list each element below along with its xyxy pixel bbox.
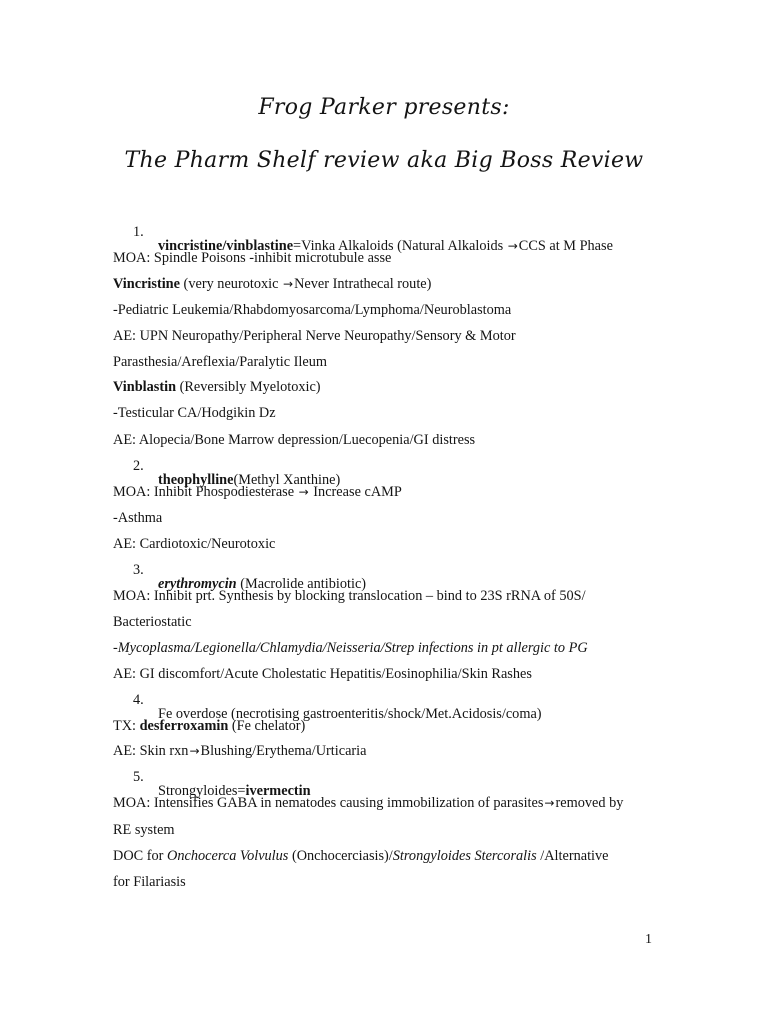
text-line: Parasthesia/Areflexia/Paralytic Ileum [113, 354, 327, 370]
text-line [113, 378, 321, 396]
text-line [113, 794, 623, 812]
line-text: Blushing/Erythema/Urticaria [200, 743, 367, 759]
text-line: -Asthma [113, 510, 163, 526]
line-text: removed by [555, 795, 624, 811]
text-line [113, 275, 431, 293]
line-text: MOA: Inhibit Phospodiesterase [113, 484, 298, 500]
line-text: Increase cAMP [309, 484, 402, 500]
item-text: CCS at M Phase [518, 238, 613, 255]
list-number: 4. [133, 692, 144, 708]
list-number: 3. [133, 562, 144, 578]
text-line: AE: UPN Neuropathy/Peripheral Nerve Neuropathy/Sensory & Motor [113, 328, 516, 344]
item-text: (Methyl Xanthine) [233, 472, 341, 489]
line-text: AE: Skin rxn [113, 743, 189, 759]
text-line [113, 483, 402, 501]
line-text: (Fe chelator) [228, 718, 306, 734]
drug-name: desferroxamin [139, 718, 229, 734]
line-text: MOA: Intensifies GABA in nematodes causing immobilization of parasites [113, 795, 544, 811]
text-line [113, 717, 305, 735]
text-line: for Filariasis [113, 874, 186, 890]
line-text: (very neurotoxic [179, 276, 283, 292]
arrow-icon: → [283, 277, 294, 291]
drug-name: erythromycin [158, 576, 237, 593]
arrow-icon: → [189, 744, 200, 758]
line-text: (Onchocerciasis)/ [288, 848, 393, 864]
arrow-icon: → [298, 485, 309, 499]
text-line: RE system [113, 822, 175, 838]
list-number: 1. [133, 224, 144, 240]
line-text: Onchocerca Volvulus [167, 848, 289, 864]
line-text: DOC for [113, 848, 168, 864]
item-text: =Vinka Alkaloids (Natural Alkaloids [293, 238, 507, 255]
text-line: -Testicular CA/Hodgikin Dz [113, 405, 276, 421]
page-number: 1 [645, 932, 652, 947]
drug-name: ivermectin [245, 783, 311, 800]
arrow-icon: → [507, 239, 518, 254]
drug-name: Vinblastin [113, 379, 177, 395]
list-item: Fe overdose (necrotising gastroenteritis/shock/Met.Acidosis/coma) [158, 706, 542, 723]
text-line [113, 742, 367, 760]
item-text: (Macrolide antibiotic) [236, 576, 367, 593]
drug-name: theophylline [158, 472, 234, 489]
line-text: TX: [113, 718, 140, 734]
drug-name: Vincristine [113, 276, 180, 292]
text-line: AE: Cardiotoxic/Neurotoxic [113, 536, 276, 552]
line-text: /Alternative [536, 848, 609, 864]
text-line: AE: GI discomfort/Acute Cholestatic Hepatitis/Eosinophilia/Skin Rashes [113, 666, 532, 682]
text-line: AE: Alopecia/Bone Marrow depression/Luecopenia/GI distress [113, 432, 476, 448]
text-line [113, 639, 588, 657]
text-line: Bacteriostatic [113, 614, 192, 630]
line-text: Never Intrathecal route) [294, 276, 432, 292]
doc-title-line1: Frog Parker presents: [258, 95, 510, 120]
text-line: -Pediatric Leukemia/Rhabdomyosarcoma/Lymphoma/Neuroblastoma [113, 302, 512, 318]
doc-title-line2: The Pharm Shelf review aka Big Boss Review [124, 148, 644, 173]
list-number: 5. [133, 769, 144, 785]
arrow-icon: → [544, 796, 555, 810]
text-line [113, 847, 609, 865]
drug-name: vincristine/vinblastine [158, 238, 294, 255]
line-text: -Mycoplasma/Legionella/Chlamydia/Neisseria/Strep infections in pt allergic to PG [113, 640, 588, 656]
line-text: Strongyloides Stercoralis [392, 848, 537, 864]
text-line: MOA: Spindle Poisons -inhibit microtubule asse [113, 250, 392, 266]
line-text: (Reversibly Myelotoxic) [176, 379, 321, 395]
text-line: MOA: Inhibit prt. Synthesis by blocking translocation – bind to 23S rRNA of 50S/ [113, 588, 586, 604]
item-text: Strongyloides= [158, 783, 246, 800]
list-number: 2. [133, 458, 144, 474]
